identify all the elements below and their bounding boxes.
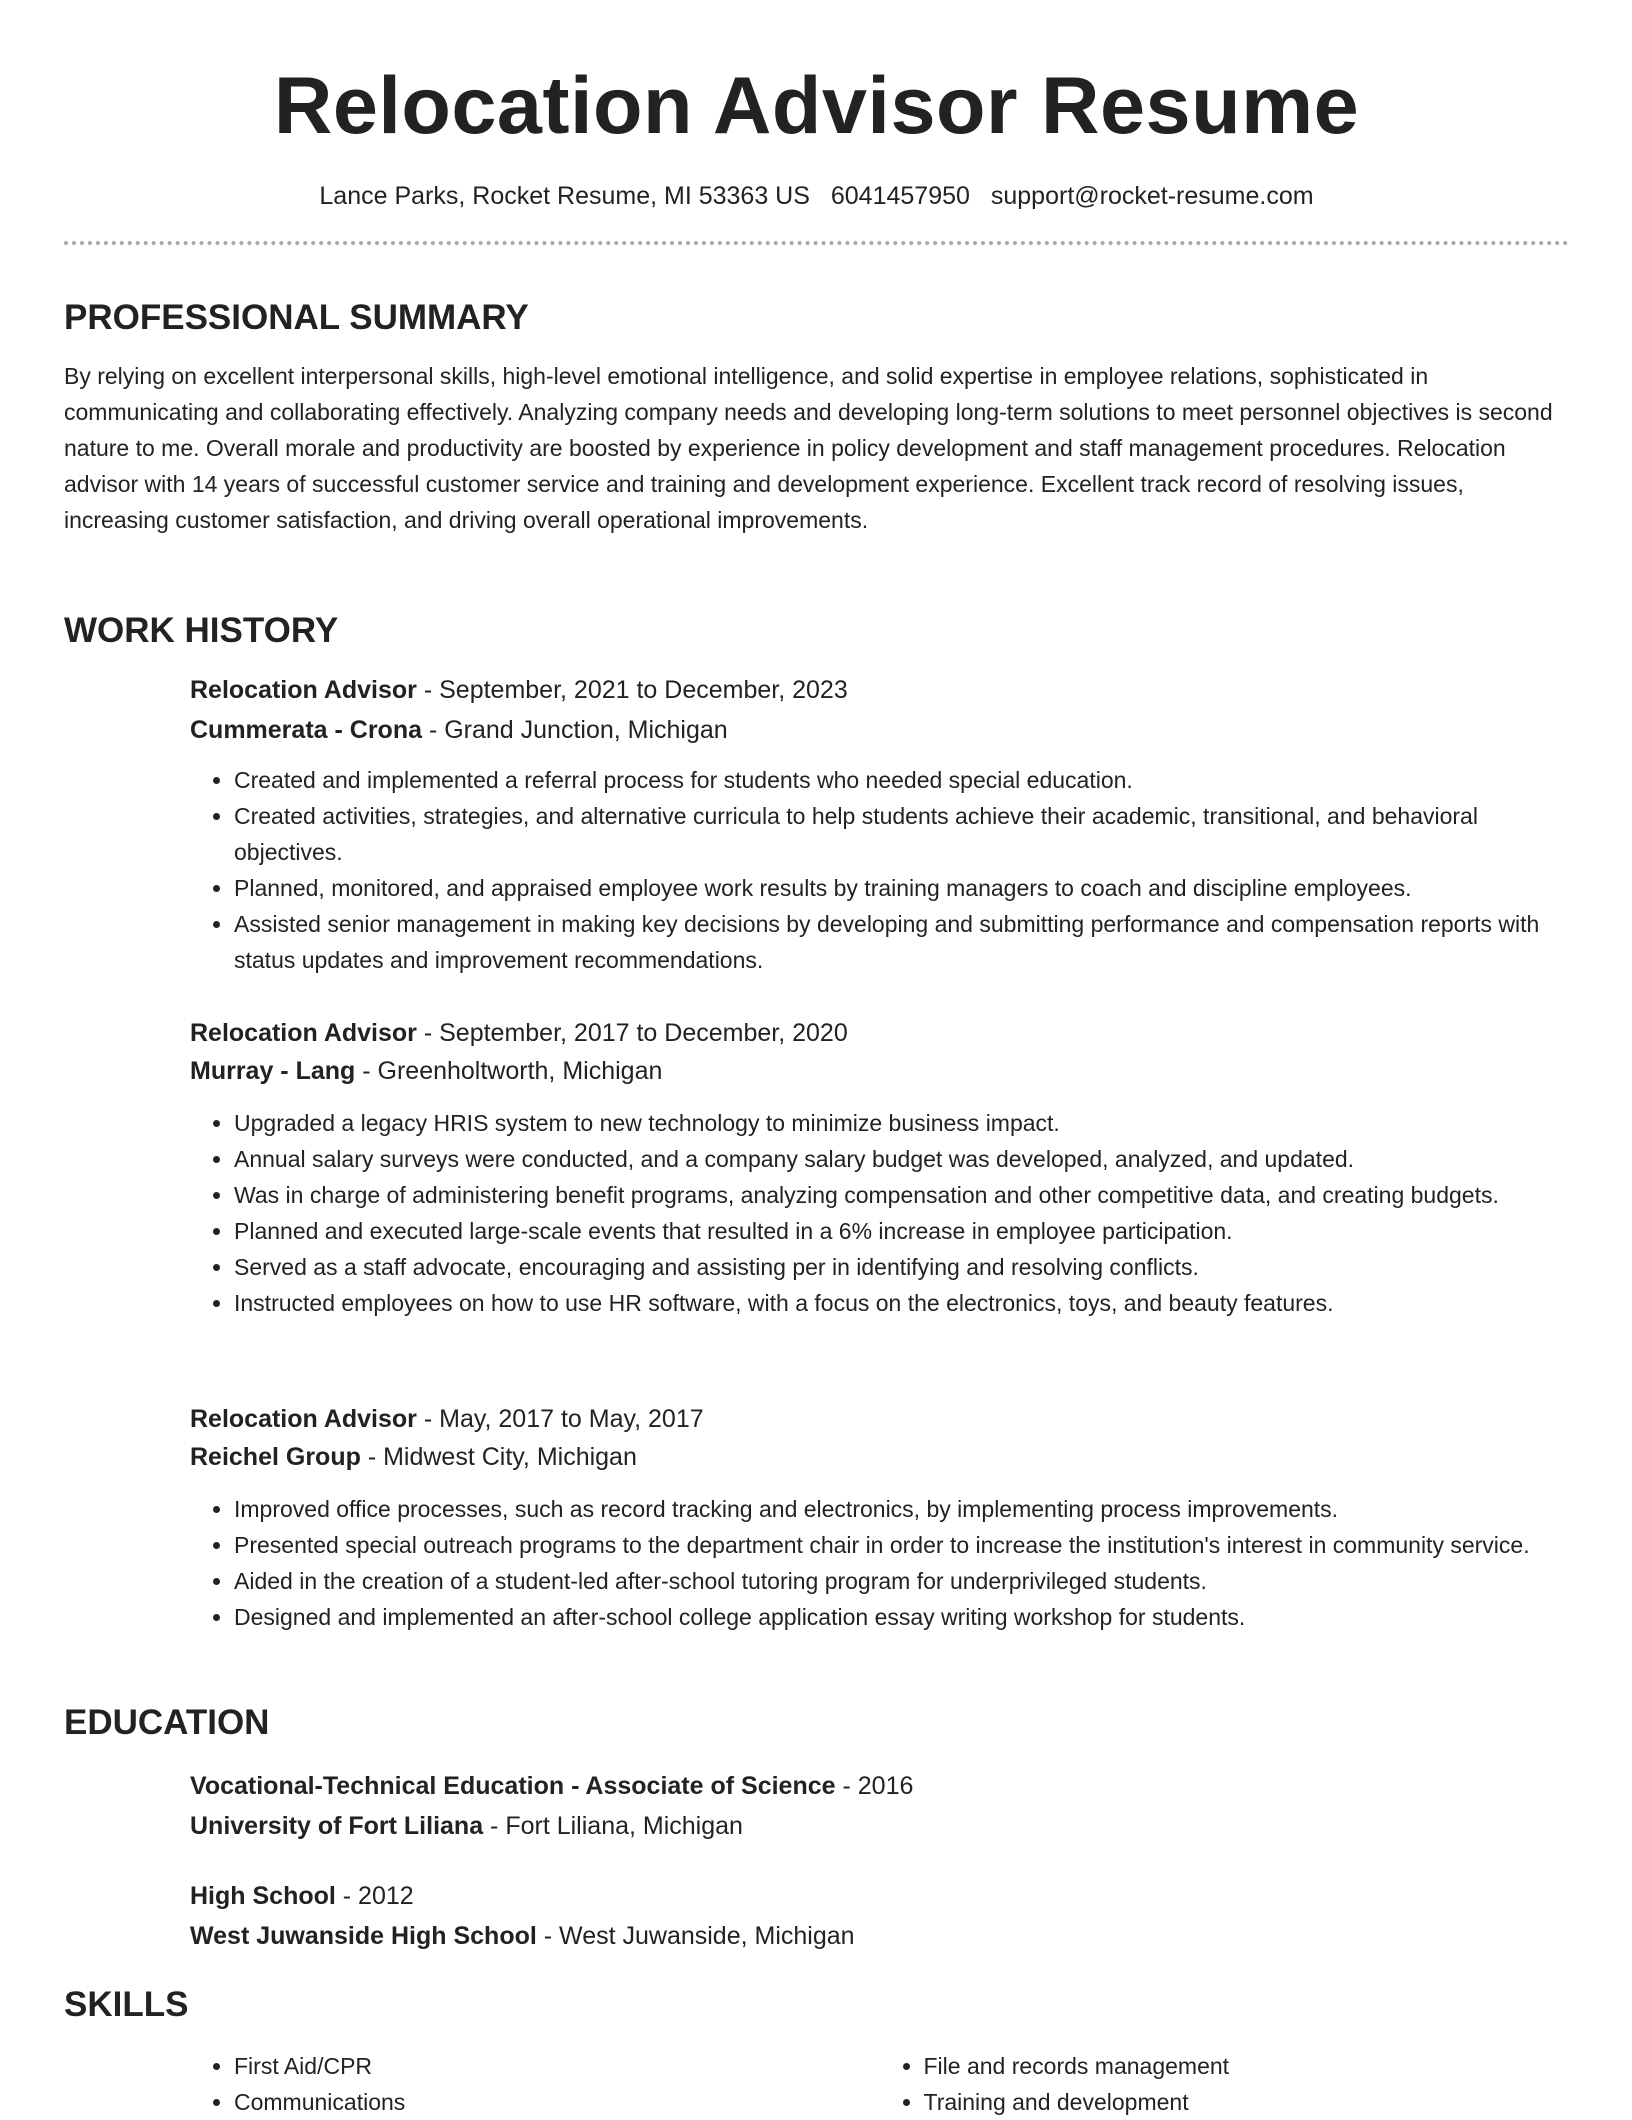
work-history-section bbox=[64, 609, 1569, 653]
education-degree: Vocational-Technical Education - Associate of Science bbox=[190, 1772, 836, 1800]
contact-address: Lance Parks, Rocket Resume, MI 53363 US bbox=[319, 182, 810, 210]
job-entry bbox=[190, 672, 1569, 978]
list-item: • Aided in the creation of a student-led after-school tutoring program for underprivileged students. bbox=[234, 1563, 1569, 1599]
skill-item: • File and records management bbox=[924, 2048, 1570, 2084]
job-title-line bbox=[190, 672, 1569, 708]
job-company: Cummerata - Crona bbox=[190, 716, 422, 744]
list-item: • Created activities, strategies, and alternative curricula to help students achieve their academic, transitional, and behavioral objectives. bbox=[234, 798, 1569, 870]
list-item: • Designed and implemented an after-school college application essay writing workshop for students. bbox=[234, 1599, 1569, 1635]
job-company: Murray - Lang bbox=[190, 1057, 356, 1085]
education-heading: EDUCATION bbox=[64, 1703, 270, 1742]
list-item: • Assisted senior management in making key decisions by developing and submitting performance and compensation reports with status updates and improvement recommendations. bbox=[234, 906, 1569, 978]
job-company: Reichel Group bbox=[190, 1443, 361, 1471]
header-divider bbox=[64, 241, 1569, 245]
list-item: • Served as a staff advocate, encouraging and assisting per in identifying and resolving conflicts. bbox=[234, 1249, 1569, 1285]
list-item: • Improved office processes, such as record tracking and electronics, by implementing process improvements. bbox=[234, 1491, 1569, 1527]
skills-section bbox=[64, 1983, 1569, 2027]
job-title-line bbox=[190, 1015, 1569, 1051]
contact-email: support@rocket-resume.com bbox=[990, 182, 1314, 210]
job-title-line bbox=[190, 1401, 1569, 1437]
education-location: - West Juwanside, Michigan bbox=[536, 1922, 855, 1950]
job-bullets bbox=[190, 1491, 1569, 1635]
skill-item: • First Aid/CPR bbox=[234, 2048, 880, 2084]
education-entry bbox=[190, 1768, 1569, 1844]
job-location: - Midwest City, Michigan bbox=[360, 1443, 637, 1471]
education-school: West Juwanside High School bbox=[190, 1922, 537, 1950]
contact-phone: 6041457950 bbox=[830, 182, 970, 210]
skills-list bbox=[190, 2048, 1569, 2120]
job-company-line bbox=[190, 1053, 1569, 1089]
education-school: University of Fort Liliana bbox=[190, 1812, 484, 1840]
list-item: • Planned, monitored, and appraised employee work results by training managers to coach and discipline employees. bbox=[234, 870, 1569, 906]
summary-text: By relying on excellent interpersonal skills, high-level emotional intelligence, and solid expertise in employee relations, sophisticated in communicating and collaborating effectively. Analyzing company needs and developing long-term solutions to meet personnel objectives is second nature to me. Overall morale and productivity are boosted by experience in policy development and staff management procedures. Relocation advisor with 14 years of successful customer service and training and development experience. Excellent track record of resolving issues, increasing customer satisfaction, and driving overall operational improvements. bbox=[64, 363, 1553, 533]
list-item: • Created and implemented a referral process for students who needed special education. bbox=[234, 762, 1569, 798]
education-entry bbox=[190, 1878, 1569, 1954]
job-dates: - September, 2017 to December, 2020 bbox=[416, 1019, 848, 1047]
job-title: Relocation Advisor bbox=[190, 1019, 417, 1047]
list-item: • Was in charge of administering benefit programs, analyzing compensation and other competitive data, and creating budgets. bbox=[234, 1177, 1569, 1213]
job-entry bbox=[190, 1401, 1569, 1635]
skills-heading: SKILLS bbox=[64, 1985, 189, 2024]
education-year: - 2016 bbox=[835, 1772, 914, 1800]
skill-item: • Communications bbox=[234, 2084, 880, 2120]
education-section bbox=[64, 1701, 1569, 1745]
work-history-heading: WORK HISTORY bbox=[64, 611, 339, 650]
list-item: • Instructed employees on how to use HR software, with a focus on the electronics, toys, and beauty features. bbox=[234, 1285, 1569, 1321]
list-item: • Planned and executed large-scale events that resulted in a 6% increase in employee participation. bbox=[234, 1213, 1569, 1249]
education-year: - 2012 bbox=[335, 1882, 414, 1910]
job-company-line bbox=[190, 712, 1569, 748]
job-title: Relocation Advisor bbox=[190, 1405, 417, 1433]
list-item: • Annual salary surveys were conducted, and a company salary budget was developed, analyzed, and updated. bbox=[234, 1141, 1569, 1177]
job-entry bbox=[190, 1015, 1569, 1321]
education-degree-line bbox=[190, 1768, 1569, 1804]
job-bullets bbox=[190, 762, 1569, 978]
job-location: - Greenholtworth, Michigan bbox=[355, 1057, 663, 1085]
education-school-line bbox=[190, 1808, 1569, 1844]
job-dates: - May, 2017 to May, 2017 bbox=[416, 1405, 704, 1433]
resume-page bbox=[64, 0, 1569, 2115]
education-degree-line bbox=[190, 1878, 1569, 1914]
job-bullets bbox=[190, 1105, 1569, 1321]
education-school-line bbox=[190, 1918, 1569, 1954]
list-item: • Presented special outreach programs to the department chair in order to increase the institution's interest in community service. bbox=[234, 1527, 1569, 1563]
resume-title: Relocation Advisor Resume bbox=[273, 61, 1360, 151]
job-location: - Grand Junction, Michigan bbox=[422, 716, 728, 744]
education-degree: High School bbox=[190, 1882, 336, 1910]
skill-item: • Training and development bbox=[924, 2084, 1570, 2120]
skills-column-left bbox=[190, 2048, 880, 2120]
skills-column-right bbox=[880, 2048, 1570, 2120]
job-title: Relocation Advisor bbox=[190, 676, 417, 704]
education-location: - Fort Liliana, Michigan bbox=[483, 1812, 743, 1840]
job-dates: - September, 2021 to December, 2023 bbox=[416, 676, 848, 704]
job-company-line bbox=[190, 1439, 1569, 1475]
list-item: • Upgraded a legacy HRIS system to new technology to minimize business impact. bbox=[234, 1105, 1569, 1141]
summary-section bbox=[64, 296, 1569, 538]
contact-line bbox=[64, 180, 1569, 212]
summary-heading: PROFESSIONAL SUMMARY bbox=[64, 298, 529, 337]
